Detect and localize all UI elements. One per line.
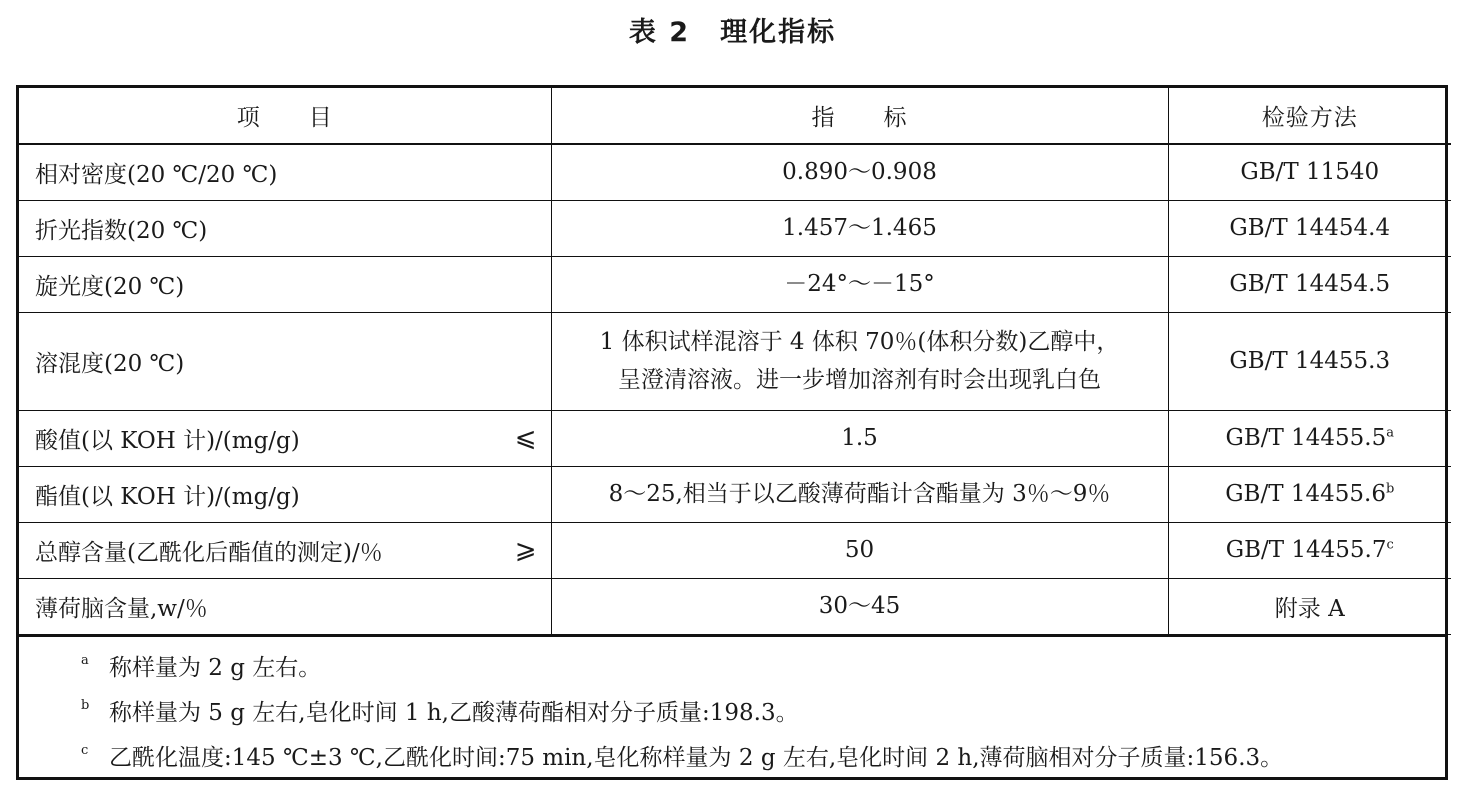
row-item [19, 522, 551, 578]
row-item-label: 相对密度(20 ℃/20 ℃) [35, 161, 278, 188]
header-item: 项 目 [19, 88, 551, 144]
row-item-label: 总醇含量(乙酰化后酯值的测定)/％ [35, 539, 383, 566]
table-row [19, 578, 1451, 634]
row-item [19, 466, 551, 522]
greater-equal-symbol: ⩾ [514, 535, 537, 565]
row-indicator: 30～45 [551, 578, 1168, 634]
row-method-text: GB/T 14455.5 [1225, 425, 1387, 451]
row-indicator: －24°～－15° [551, 256, 1168, 312]
row-method-text: GB/T 14455.6 [1225, 481, 1386, 507]
row-indicator: 1.457～1.465 [551, 200, 1168, 256]
footnote-ref: c [1386, 537, 1394, 553]
row-indicator: 0.890～0.908 [551, 144, 1168, 200]
row-indicator: 50 [551, 522, 1168, 578]
row-item-label: 薄荷脑含量,w/％ [35, 595, 208, 622]
header-indicator: 指 标 [551, 88, 1168, 144]
footnotes [19, 635, 1445, 786]
row-item-label: 酸值(以 KOH 计)/(mg/g) [35, 427, 300, 454]
row-item-label: 酯值(以 KOH 计)/(mg/g) [35, 483, 300, 510]
row-method-text: GB/T 14455.7 [1225, 537, 1387, 563]
footnote-ref: b [1385, 481, 1395, 497]
row-method [1168, 466, 1451, 522]
table-row [19, 410, 1451, 466]
footnote [81, 741, 1445, 786]
footnote [81, 696, 1445, 741]
row-indicator: 1.5 [551, 410, 1168, 466]
table-title [0, 10, 1465, 49]
row-indicator-line: 1 体积试样混溶于 4 体积 70％(体积分数)乙醇中， [599, 329, 1120, 355]
footnote-text: 称样量为 5 g 左右,皂化时间 1 h,乙酸薄荷酯相对分子质量:198.3。 [109, 699, 799, 726]
row-item [19, 410, 551, 466]
row-item-label: 旋光度(20 ℃) [35, 273, 185, 300]
row-indicator: 8～25,相当于以乙酸薄荷酯计含酯量为 3％～9％ [551, 466, 1168, 522]
header-row [19, 88, 1451, 144]
footnote-mark: b [81, 697, 90, 713]
row-item-label: 溶混度(20 ℃) [35, 350, 185, 377]
row-method: GB/T 14455.3 [1168, 312, 1451, 410]
footnote-text: 乙酰化温度:145 ℃±3 ℃,乙酰化时间:75 min,皂化称样量为 2 g 左右,皂化时间 2 h,薄荷脑相对分子质量:156.3。 [109, 744, 1284, 771]
row-item-label: 折光指数(20 ℃) [35, 217, 208, 244]
table-row [19, 200, 1451, 256]
spec-table-grid [19, 88, 1451, 635]
less-equal-symbol: ⩽ [514, 423, 537, 453]
row-method [1168, 522, 1451, 578]
row-method: GB/T 14454.4 [1168, 200, 1451, 256]
row-method: GB/T 14454.5 [1168, 256, 1451, 312]
row-item [19, 200, 551, 256]
footnote-text: 称样量为 2 g 左右。 [109, 654, 322, 681]
header-method: 检验方法 [1168, 88, 1451, 144]
table-row [19, 466, 1451, 522]
row-item [19, 256, 551, 312]
row-item [19, 578, 551, 634]
table-row [19, 312, 1451, 410]
footnote-mark: a [81, 652, 89, 668]
table-caption: 理化指标 [720, 17, 837, 48]
footnote [81, 651, 1445, 696]
row-indicator [551, 312, 1168, 410]
table-row [19, 144, 1451, 200]
table-row [19, 522, 1451, 578]
row-item [19, 312, 551, 410]
table-row [19, 256, 1451, 312]
footnote-mark: c [81, 742, 89, 758]
spec-table [16, 85, 1448, 780]
row-indicator-line: 呈澄清溶液。进一步增加溶剂有时会出现乳白色 [618, 367, 1101, 393]
row-method: 附录 A [1168, 578, 1451, 634]
table-number: 表 2 [628, 17, 691, 48]
row-method: GB/T 11540 [1168, 144, 1451, 200]
footnote-ref: a [1386, 425, 1395, 441]
row-method [1168, 410, 1451, 466]
row-item [19, 144, 551, 200]
